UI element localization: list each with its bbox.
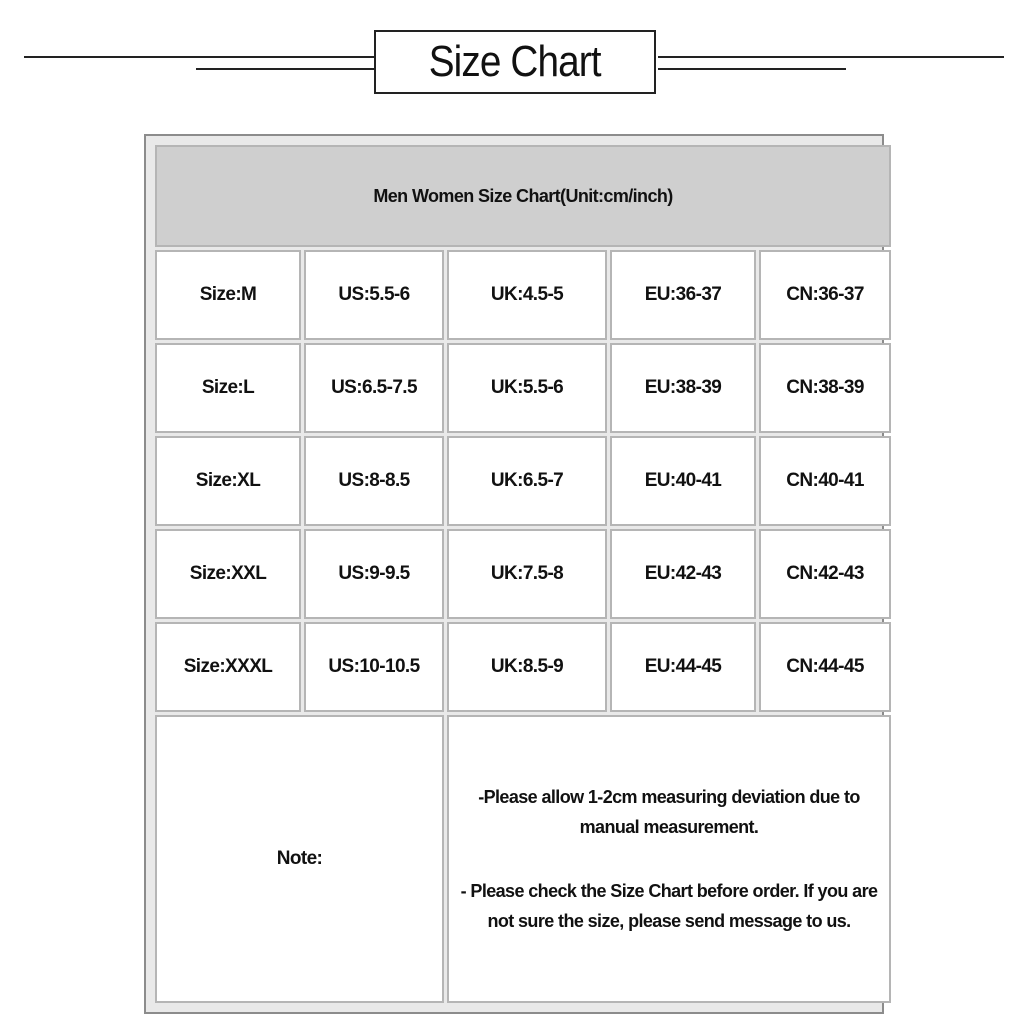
uk-size-cell: UK:8.5-9 bbox=[447, 622, 607, 712]
size-cell: Size:XXXL bbox=[155, 622, 301, 712]
note-line-check-chart: - Please check the Size Chart before order. If you are not sure the size, please send message to us. bbox=[460, 881, 878, 931]
page-title: Size Chart bbox=[429, 37, 601, 86]
eu-size-cell: EU:42-43 bbox=[610, 529, 756, 619]
uk-size-cell: UK:6.5-7 bbox=[447, 436, 607, 526]
cn-size-cell: CN:44-45 bbox=[759, 622, 891, 712]
us-size-cell: US:9-9.5 bbox=[304, 529, 444, 619]
table-row bbox=[155, 343, 891, 433]
note-label: Note: bbox=[155, 715, 444, 1003]
size-chart-table bbox=[152, 142, 894, 1006]
cn-size-cell: CN:40-41 bbox=[759, 436, 891, 526]
size-cell: Size:XL bbox=[155, 436, 301, 526]
table-row bbox=[155, 622, 891, 712]
uk-size-cell: UK:7.5-8 bbox=[447, 529, 607, 619]
table-header-row bbox=[155, 145, 891, 247]
title-banner bbox=[0, 0, 1036, 110]
us-size-cell: US:6.5-7.5 bbox=[304, 343, 444, 433]
eu-size-cell: EU:36-37 bbox=[610, 250, 756, 340]
eu-size-cell: EU:44-45 bbox=[610, 622, 756, 712]
size-chart-table-frame bbox=[144, 134, 884, 1014]
title-rule-left-inner bbox=[196, 68, 374, 70]
size-cell: Size:XXL bbox=[155, 529, 301, 619]
title-rule-left bbox=[24, 56, 374, 58]
cn-size-cell: CN:38-39 bbox=[759, 343, 891, 433]
uk-size-cell: UK:4.5-5 bbox=[447, 250, 607, 340]
title-box bbox=[374, 30, 656, 94]
size-cell: Size:L bbox=[155, 343, 301, 433]
us-size-cell: US:5.5-6 bbox=[304, 250, 444, 340]
title-rule-right-inner bbox=[658, 68, 846, 70]
note-line-deviation: -Please allow 1-2cm measuring deviation due to manual measurement. bbox=[478, 787, 860, 837]
eu-size-cell: EU:38-39 bbox=[610, 343, 756, 433]
table-row bbox=[155, 250, 891, 340]
cn-size-cell: CN:42-43 bbox=[759, 529, 891, 619]
table-header: Men Women Size Chart(Unit:cm/inch) bbox=[155, 145, 891, 247]
uk-size-cell: UK:5.5-6 bbox=[447, 343, 607, 433]
size-cell: Size:M bbox=[155, 250, 301, 340]
title-rule-right bbox=[658, 56, 1004, 58]
eu-size-cell: EU:40-41 bbox=[610, 436, 756, 526]
note-content bbox=[447, 715, 891, 1003]
table-row bbox=[155, 436, 891, 526]
note-row bbox=[155, 715, 891, 1003]
us-size-cell: US:10-10.5 bbox=[304, 622, 444, 712]
us-size-cell: US:8-8.5 bbox=[304, 436, 444, 526]
cn-size-cell: CN:36-37 bbox=[759, 250, 891, 340]
note-spacer bbox=[457, 842, 881, 876]
table-row bbox=[155, 529, 891, 619]
